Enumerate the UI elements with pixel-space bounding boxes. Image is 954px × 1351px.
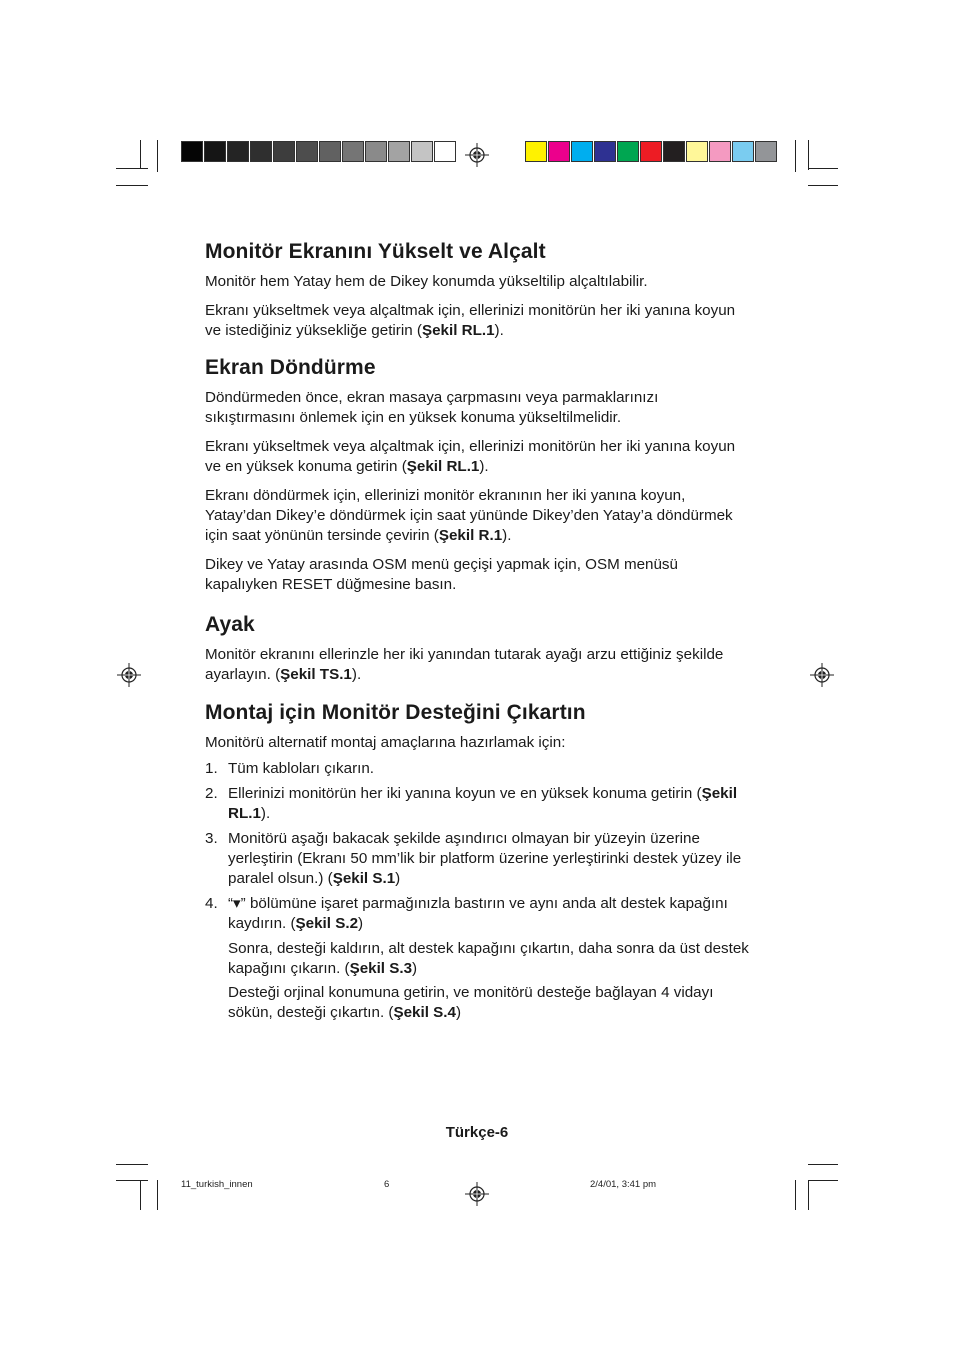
- paragraph: Monitörü alternatif montaj amaçlarına hazırlamak için:: [205, 734, 566, 751]
- color-swatch: [617, 141, 639, 162]
- section-title: Monitör Ekranını Yükselt ve Alçalt: [205, 240, 546, 263]
- crop-mark: [116, 1180, 148, 1181]
- paragraph: Dikey ve Yatay arasında OSM menü geçişi yapmak için, OSM menüsü kapalıyken RESET düğmesine basın.: [205, 556, 678, 593]
- page-number-label: Türkçe-6: [445, 1124, 509, 1141]
- figure-ref: Şekil RL.1: [406, 458, 480, 475]
- color-swatch: [571, 141, 593, 162]
- color-swatch: [388, 141, 410, 162]
- registration-mark-icon: [117, 663, 141, 687]
- list-item: 2. Ellerinizi monitörün her iki yanına koyun ve en yüksek konuma getirin (Şekil RL.1).: [205, 785, 738, 822]
- crop-mark: [808, 1180, 838, 1181]
- registration-mark-icon: [810, 663, 834, 687]
- paragraph: Desteği orjinal konumuna getirin, ve monitörü desteğe bağlayan 4 vidayı sökün, desteği çıkartın. (Şekil S.4): [228, 984, 714, 1021]
- crop-mark: [795, 140, 796, 172]
- figure-ref: Şekil RL.1: [421, 322, 495, 339]
- paragraph: Döndürmeden önce, ekran masaya çarpmasını veya parmaklarınızı sıkıştırmasını önlemek için en yüksek konuma yükseltilmelidir.: [205, 389, 659, 426]
- section-title: Ayak: [205, 613, 255, 636]
- color-swatch: [709, 141, 731, 162]
- color-swatch: [640, 141, 662, 162]
- list-item: 1. Tüm kabloları çıkarın.: [205, 760, 375, 777]
- section-title: Montaj için Monitör Desteğini Çıkartın: [205, 701, 586, 724]
- color-swatch: [434, 141, 456, 162]
- figure-ref: Şekil S.2: [295, 915, 359, 932]
- color-swatch: [204, 141, 226, 162]
- registration-mark-icon: [465, 1182, 489, 1206]
- color-swatch: [411, 141, 433, 162]
- figure-ref: Şekil S.1: [332, 870, 396, 887]
- color-swatch: [663, 141, 685, 162]
- paragraph: Ekranı yükseltmek veya alçaltmak için, ellerinizi monitörün her iki yanına koyun ve istediğiniz yüksekliğe getirin (Şekil RL.1).: [205, 302, 736, 339]
- color-swatch-bar: [525, 141, 778, 162]
- crop-mark: [157, 1180, 158, 1210]
- slug-filename: 11_turkish_innen: [181, 1179, 253, 1190]
- paragraph: Monitör hem Yatay hem de Dikey konumda yükseltilip alçaltılabilir.: [205, 273, 648, 290]
- paragraph: Monitör ekranını ellerinzle her iki yanından tutarak ayağı arzu ettiğiniz şekilde ayarlayın. (Şekil TS.1).: [205, 646, 724, 683]
- color-swatch: [250, 141, 272, 162]
- crop-mark: [116, 1164, 148, 1165]
- color-swatch: [319, 141, 341, 162]
- paragraph: Ekranı yükseltmek veya alçaltmak için, ellerinizi monitörün her iki yanına koyun ve en yüksek konuma getirin (Şekil RL.1).: [205, 438, 736, 475]
- section-title: Ekran Döndürme: [205, 356, 376, 379]
- gray-swatch-bar: [181, 141, 457, 162]
- slug-date: 2/4/01, 3:41 pm: [590, 1179, 657, 1190]
- crop-mark: [140, 140, 141, 168]
- crop-mark: [116, 185, 148, 186]
- figure-ref: Şekil RL.1: [228, 785, 738, 822]
- paragraph: Ekranı döndürmek için, ellerinizi monitör ekranının her iki yanına koyun, Yatay’dan Dikey’e döndürmek için saat yününde Dikey’den Yatay’a döndürmek için saat yönünün tersinde çevirin (Şekil R.1).: [205, 487, 733, 544]
- list-item: 3. Monitörü aşağı bakacak şekilde aşındırıcı olmayan bir yüzeyin üzerine yerleştirin (Ekranı 50 mm’lik bir platform üzerine yerleştirinki destek yüzey ile paralel olsun.) (Şekil S.1): [205, 830, 742, 887]
- crop-mark: [808, 1180, 809, 1210]
- color-swatch: [365, 141, 387, 162]
- color-swatch: [755, 141, 777, 162]
- color-swatch: [525, 141, 547, 162]
- registration-mark-icon: [465, 143, 489, 167]
- crop-mark: [140, 1180, 141, 1210]
- color-swatch: [296, 141, 318, 162]
- list-item: 4. “▾” bölümüne işaret parmağınızla bastırın ve aynı anda alt destek kapağını kaydırın. (Şekil S.2): [205, 895, 728, 932]
- crop-mark: [808, 168, 838, 169]
- figure-ref: Şekil S.3: [349, 960, 413, 977]
- crop-mark: [808, 140, 809, 170]
- color-swatch: [686, 141, 708, 162]
- figure-ref: Şekil R.1: [438, 527, 503, 544]
- figure-ref: Şekil S.4: [393, 1004, 456, 1021]
- color-swatch: [273, 141, 295, 162]
- page-content: [205, 240, 750, 1027]
- color-swatch: [181, 141, 203, 162]
- color-swatch: [548, 141, 570, 162]
- paragraph: Sonra, desteği kaldırın, alt destek kapağını çıkartın, daha sonra da üst destek kapağını çıkarın. (Şekil S.3): [228, 940, 749, 977]
- slug-page: 6: [384, 1179, 390, 1190]
- crop-mark: [795, 1180, 796, 1210]
- steps-list: [205, 759, 750, 934]
- crop-mark: [808, 1164, 838, 1165]
- color-swatch: [594, 141, 616, 162]
- color-swatch: [342, 141, 364, 162]
- crop-mark: [157, 140, 158, 172]
- figure-ref: Şekil TS.1: [280, 666, 352, 683]
- crop-mark: [116, 168, 148, 169]
- color-swatch: [227, 141, 249, 162]
- color-swatch: [732, 141, 754, 162]
- crop-mark: [808, 185, 838, 186]
